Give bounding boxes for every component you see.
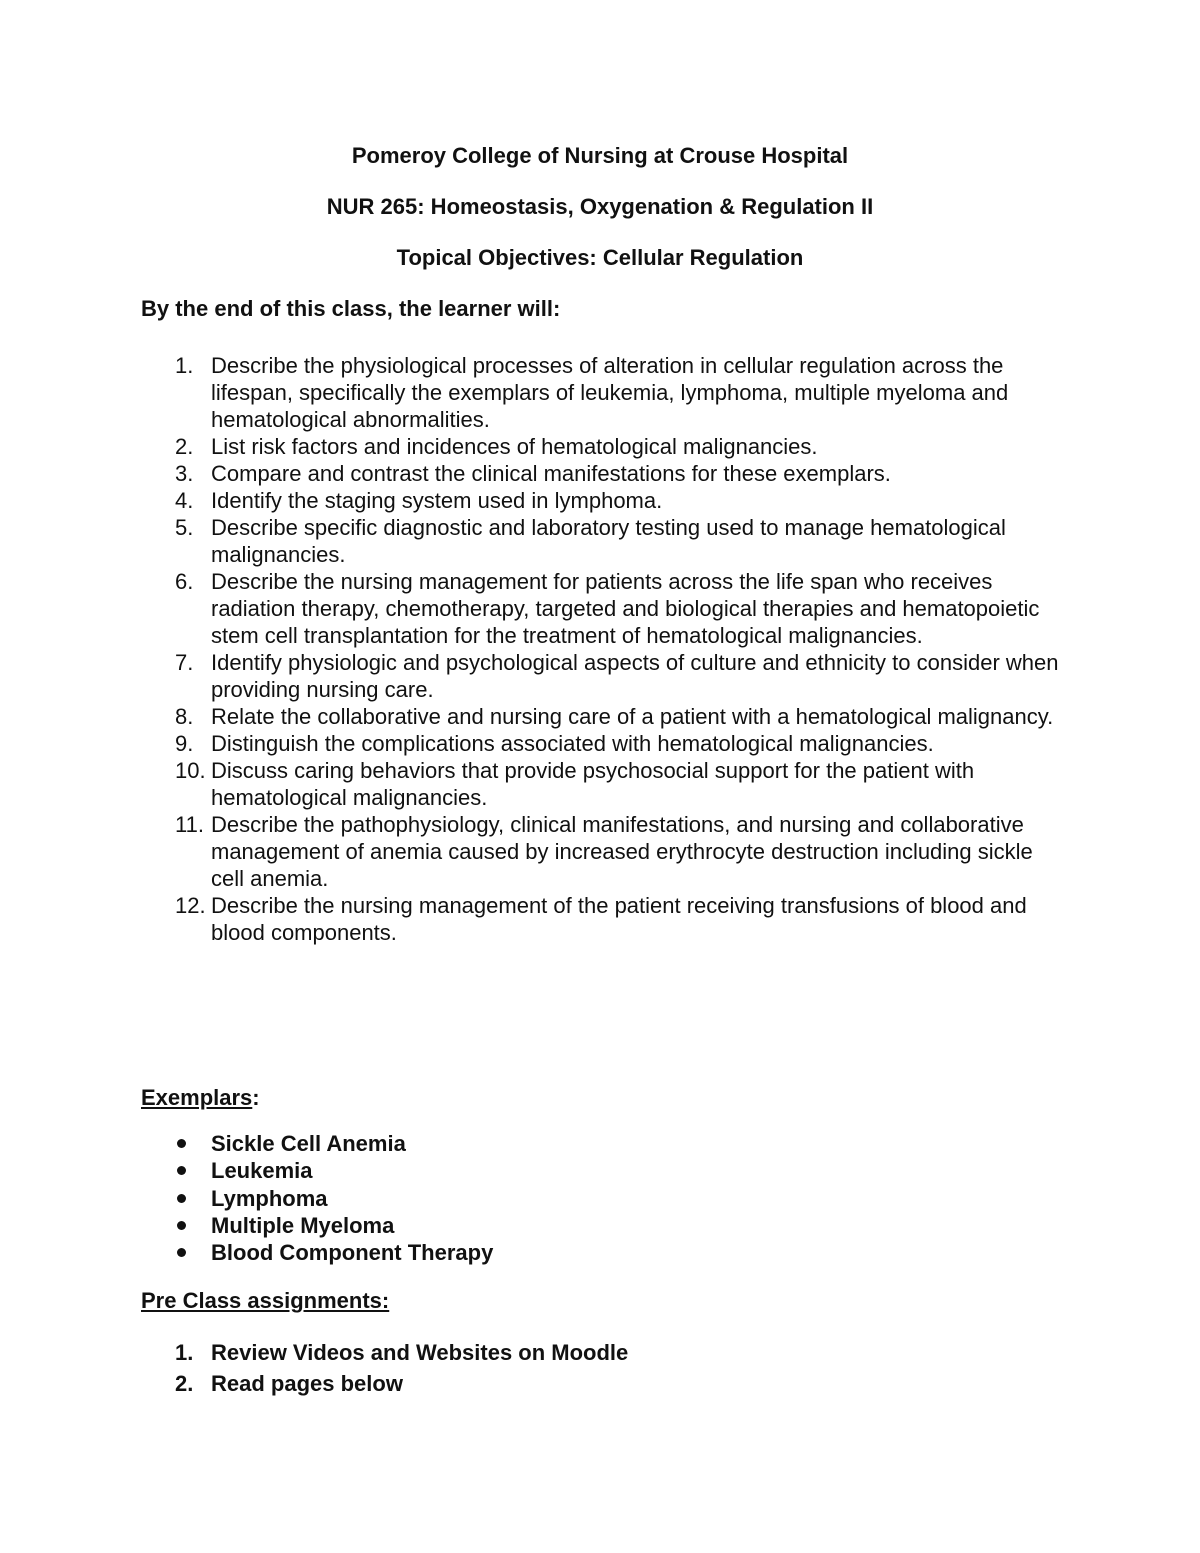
item-number: 10. (175, 758, 206, 783)
bullet-icon (177, 1221, 186, 1230)
institution-title: Pomeroy College of Nursing at Crouse Hospital (351, 143, 849, 168)
list-item (141, 568, 1071, 649)
list-item (141, 352, 1071, 433)
item-text: Describe the nursing management of the patient receiving transfusions of blood and blood components. (211, 893, 1027, 945)
item-number: 5. (175, 515, 194, 540)
list-item (141, 757, 1071, 811)
item-number: 1. (175, 1340, 194, 1365)
item-number: 7. (175, 650, 194, 675)
item-number: 6. (175, 569, 194, 594)
course-title: NUR 265: Homeostasis, Oxygenation & Regulation II (326, 194, 874, 219)
list-item (141, 1337, 628, 1368)
item-text: Describe the pathophysiology, clinical manifestations, and nursing and collaborative management of anemia caused by increased erythrocyte destruction including sickle cell anemia. (211, 812, 1033, 891)
objectives-list (141, 352, 1071, 946)
item-text: Sickle Cell Anemia (211, 1131, 406, 1156)
item-text: List risk factors and incidences of hematological malignancies. (211, 434, 818, 459)
item-text: Read pages below (211, 1371, 403, 1396)
bullet-icon (177, 1139, 186, 1148)
bullet-icon (177, 1194, 186, 1203)
item-number: 11. (175, 812, 204, 837)
list-item (141, 487, 1071, 514)
intro-text: By the end of this class, the learner will: (141, 296, 561, 321)
item-text: Lymphoma (211, 1185, 328, 1211)
list-item (141, 1212, 493, 1239)
item-number: 2. (175, 434, 194, 459)
item-number: 4. (175, 488, 194, 513)
exemplars-heading (141, 1085, 260, 1111)
list-item (141, 1185, 493, 1212)
item-text: Distinguish the complications associated with hematological malignancies. (211, 731, 934, 756)
list-item (141, 1368, 628, 1399)
pre-class-heading (141, 1288, 389, 1314)
list-item (141, 1157, 493, 1184)
bullet-icon (177, 1248, 186, 1257)
item-text: Leukemia (211, 1158, 313, 1184)
item-text: Describe specific diagnostic and laboratory testing used to manage hematological malignancies. (211, 515, 1006, 567)
item-number: 12. (175, 893, 206, 918)
item-text: Identify physiologic and psychological aspects of culture and ethnicity to consider when providing nursing care. (211, 650, 1059, 702)
list-item (141, 433, 1071, 460)
item-text: Discuss caring behaviors that provide psychosocial support for the patient with hematological malignancies. (211, 758, 975, 810)
item-text: Describe the nursing management for patients across the life span who receives radiation therapy, chemotherapy, targeted and biological therapies and hematopoietic stem cell transplantation for the treatment of hematological malignancies. (211, 569, 1040, 648)
item-text: Relate the collaborative and nursing care of a patient with a hematological malignancy. (211, 704, 1054, 729)
exemplars-list (141, 1130, 493, 1266)
item-number: 1. (175, 353, 194, 378)
exemplars-heading-colon: : (252, 1085, 260, 1110)
item-number: 3. (175, 461, 194, 486)
list-item (141, 892, 1071, 946)
item-text: Blood Component Therapy (211, 1240, 494, 1266)
topic-title: Topical Objectives: Cellular Regulation (396, 245, 804, 270)
item-number: 8. (175, 704, 194, 729)
item-text: Compare and contrast the clinical manifestations for these exemplars. (211, 461, 891, 486)
list-item (141, 514, 1071, 568)
pre-class-heading-text: Pre Class assignments: (141, 1288, 390, 1313)
list-item (141, 703, 1071, 730)
item-text: Review Videos and Websites on Moodle (211, 1340, 629, 1365)
list-item (141, 460, 1071, 487)
list-item (141, 811, 1071, 892)
bullet-icon (177, 1166, 186, 1175)
item-text: Describe the physiological processes of alteration in cellular regulation across the lifespan, specifically the exemplars of leukemia, lymphoma, multiple myeloma and hematological abnormalities. (211, 353, 1009, 432)
item-text: Identify the staging system used in lymphoma. (211, 488, 663, 513)
item-number: 9. (175, 731, 194, 756)
list-item (141, 730, 1071, 757)
item-text: Multiple Myeloma (211, 1212, 395, 1238)
list-item (141, 1130, 493, 1157)
pre-class-list (141, 1337, 628, 1399)
list-item (141, 1239, 493, 1266)
item-number: 2. (175, 1371, 194, 1396)
list-item (141, 649, 1071, 703)
exemplars-heading-text: Exemplars (141, 1085, 253, 1110)
